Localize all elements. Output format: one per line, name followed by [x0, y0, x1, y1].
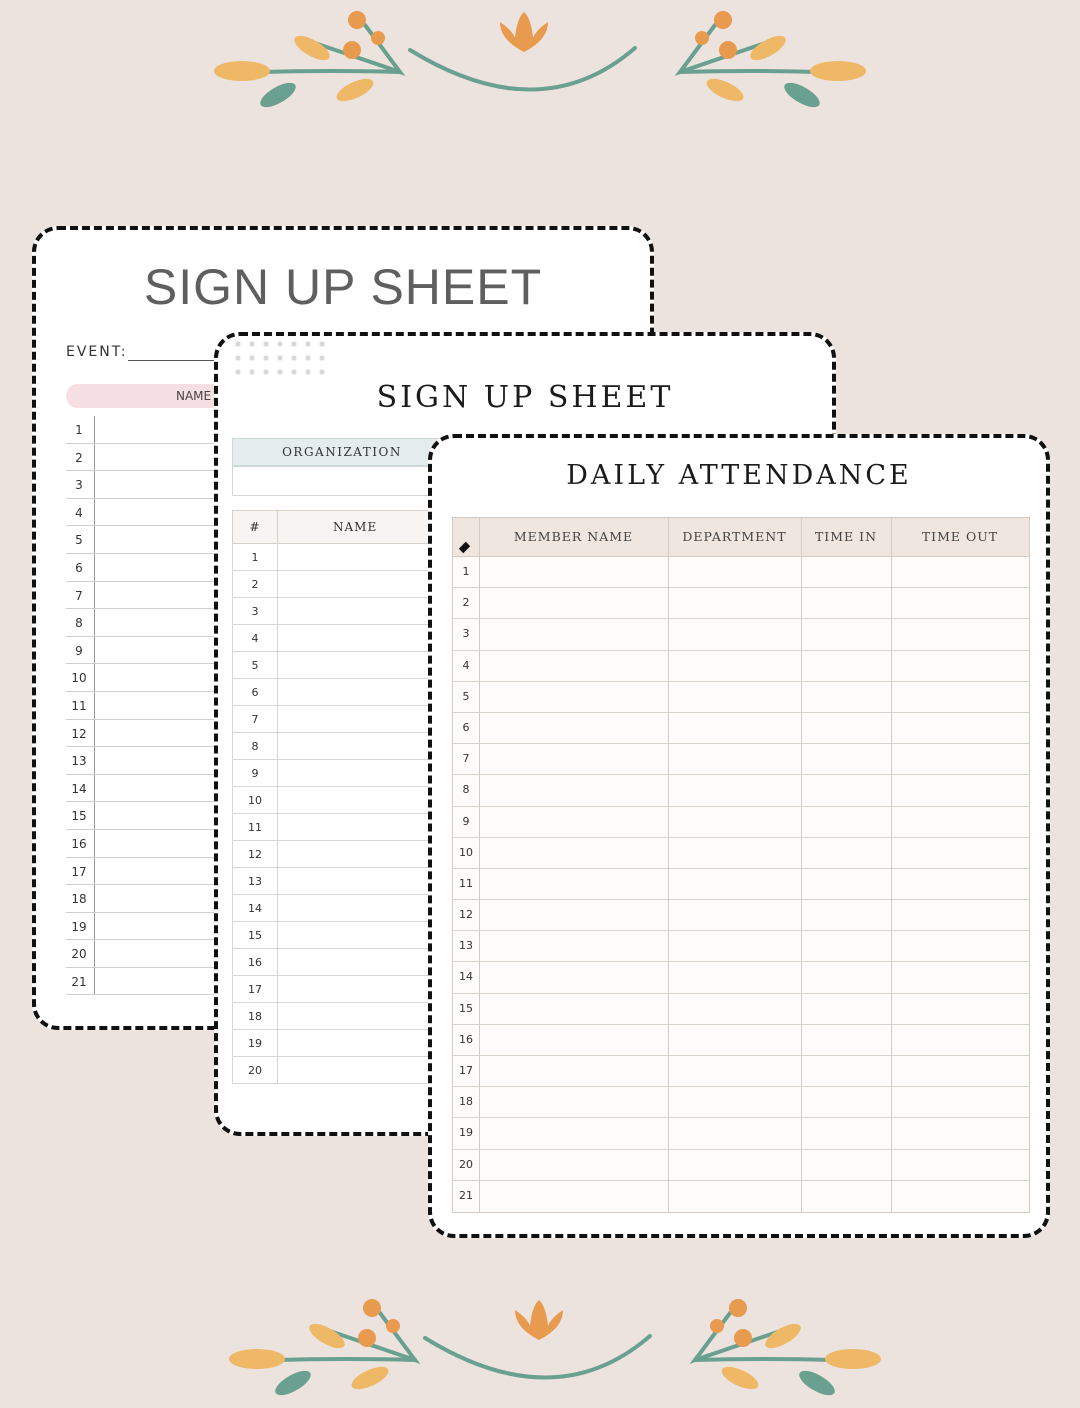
sheet2-row-number: 7 [251, 713, 259, 726]
attendance-row-number: 13 [459, 939, 473, 953]
floral-vine-bottom [0, 1288, 1080, 1408]
attendance-row [453, 994, 1029, 1025]
sheet1-row-number: 15 [71, 809, 87, 824]
attendance-row-number: 20 [459, 1157, 473, 1171]
attendance-row [453, 1056, 1029, 1087]
sheet2-row [233, 652, 453, 679]
attendance-row-number: 15 [459, 1001, 473, 1015]
attendance-rows [453, 557, 1029, 1212]
sheet1-row-number: 5 [75, 533, 83, 548]
sheet2-row [233, 598, 453, 625]
sheet2-row [233, 922, 453, 949]
sheet2-row-number: 17 [248, 983, 262, 996]
sheet2-row [233, 625, 453, 652]
sheet2-row-number: 4 [251, 632, 259, 645]
sheet2-row [233, 949, 453, 976]
attendance-row [453, 744, 1029, 775]
attendance-row [453, 869, 1029, 900]
sheet1-row-number: 14 [71, 781, 87, 796]
attendance-row [453, 962, 1029, 993]
sheet2-row [233, 868, 453, 895]
attendance-row [453, 1181, 1029, 1212]
sheet2-row [233, 706, 453, 733]
attendance-row [453, 588, 1029, 619]
sheet2-rows [232, 544, 453, 1084]
sheet1-row-number: 7 [75, 588, 83, 603]
attendance-row [453, 900, 1029, 931]
sheet2-row-number: 10 [248, 794, 262, 807]
sheet2-row [233, 841, 453, 868]
attendance-row-number: 9 [462, 814, 470, 828]
sheet1-row-number: 3 [75, 478, 83, 493]
sheet2-row-number: 14 [248, 902, 262, 915]
name-column-header: NAME [333, 520, 378, 534]
sheet2-row-number: 1 [251, 551, 259, 564]
time-in-header: TIME IN [814, 529, 878, 544]
sheet2-row-number: 9 [251, 767, 259, 780]
floral-vine-top [0, 0, 1080, 120]
attendance-row [453, 931, 1029, 962]
attendance-row-number: 3 [462, 627, 470, 641]
sheet1-row-number: 18 [71, 892, 87, 907]
sheet2-row [233, 1057, 453, 1084]
sheet2-row-number: 6 [251, 686, 259, 699]
attendance-row [453, 775, 1029, 806]
sheet1-row-number: 9 [75, 643, 83, 658]
number-column-header: # [249, 520, 261, 534]
attendance-row-number: 17 [459, 1064, 473, 1077]
attendance-row-number: 11 [459, 876, 473, 890]
attendance-row [453, 807, 1029, 838]
attendance-row [453, 1150, 1029, 1181]
attendance-row [453, 651, 1029, 682]
sheet2-row [233, 976, 453, 1003]
attendance-row [453, 838, 1029, 869]
diamond-marker-icon [459, 542, 470, 553]
event-label: EVENT: [66, 344, 128, 360]
attendance-row-number: 16 [459, 1032, 473, 1046]
sheet2-row-number: 16 [248, 956, 262, 969]
attendance-row [453, 619, 1029, 650]
attendance-row [453, 1118, 1029, 1149]
sheet2-row-number: 2 [251, 578, 259, 591]
sheet1-title: SIGN UP SHEET [143, 259, 543, 315]
sheet2-row-number: 12 [248, 848, 262, 861]
sheet1-row-number: 1 [75, 423, 83, 437]
sheet2-row-number: 11 [248, 821, 262, 834]
sheet1-row-number: 11 [71, 698, 87, 713]
sheet2-row [233, 814, 453, 841]
member-name-header: MEMBER NAME [513, 529, 634, 544]
sheet3-title: DAILY ATTENDANCE [566, 460, 912, 491]
sheet2-row-number: 15 [248, 929, 262, 942]
sheet1-row-number: 12 [71, 726, 87, 741]
dot-grid-decoration [232, 338, 342, 380]
sheet2-row [233, 1030, 453, 1057]
attendance-row [453, 682, 1029, 713]
attendance-row-number: 5 [462, 689, 470, 703]
sheet1-row-number: 19 [71, 919, 87, 934]
attendance-row-number: 21 [459, 1188, 473, 1202]
sheet1-row-number: 16 [71, 836, 87, 851]
attendance-table-header [453, 518, 1029, 557]
attendance-row-number: 7 [462, 752, 470, 766]
attendance-row-number: 2 [462, 596, 470, 610]
sheet2-row-number: 13 [248, 875, 262, 888]
attendance-table [452, 517, 1030, 1213]
sheet2-row-number: 8 [251, 740, 259, 753]
sheet1-row-number: 13 [71, 754, 87, 769]
sheet1-row-number: 10 [71, 671, 87, 686]
attendance-row-number: 10 [459, 845, 473, 859]
sheet1-row-number: 2 [75, 450, 83, 465]
sheet2-row-number: 20 [248, 1064, 262, 1077]
sheet2-row-number: 19 [248, 1037, 262, 1050]
sheet2-row [233, 679, 453, 706]
attendance-row-number: 1 [462, 565, 470, 578]
organization-field [232, 466, 452, 496]
attendance-row-number: 19 [459, 1126, 473, 1140]
sheet2-row-number: 3 [251, 605, 259, 618]
sheet1-row-number: 8 [75, 616, 83, 631]
sheet2-row [233, 1003, 453, 1030]
attendance-row [453, 1087, 1029, 1118]
attendance-row-number: 8 [462, 783, 470, 797]
attendance-row [453, 1025, 1029, 1056]
sheet1-row-number: 17 [71, 864, 87, 879]
sheet2-row [233, 760, 453, 787]
sheet2-row [233, 787, 453, 814]
name-header-label: NAME [176, 389, 212, 403]
sheet2-table-header [232, 510, 452, 544]
organization-header: ORGANIZATION [232, 438, 452, 466]
sheet2-row [233, 895, 453, 922]
sheet2-row-number: 18 [248, 1010, 262, 1023]
sheet2-title: SIGN UP SHEET [376, 380, 674, 415]
attendance-row-number: 14 [459, 970, 473, 984]
attendance-row-number: 6 [462, 720, 470, 734]
attendance-row [453, 557, 1029, 588]
sheet2-row [233, 733, 453, 760]
daily-attendance-sheet [428, 434, 1050, 1238]
time-out-header: TIME OUT [921, 529, 999, 544]
attendance-row-number: 12 [459, 908, 473, 922]
sheet2-row-number: 5 [251, 659, 259, 672]
sheet1-row-number: 4 [75, 505, 83, 520]
department-header: DEPARTMENT [682, 529, 787, 544]
sheet1-row-number: 6 [75, 560, 83, 575]
attendance-row-number: 4 [462, 658, 470, 672]
sheet1-row-number: 20 [71, 947, 87, 962]
sheet2-row [233, 544, 453, 571]
sheet2-row [233, 571, 453, 598]
sheet1-row-number: 21 [71, 974, 87, 989]
attendance-row [453, 713, 1029, 744]
attendance-row-number: 18 [459, 1095, 473, 1109]
